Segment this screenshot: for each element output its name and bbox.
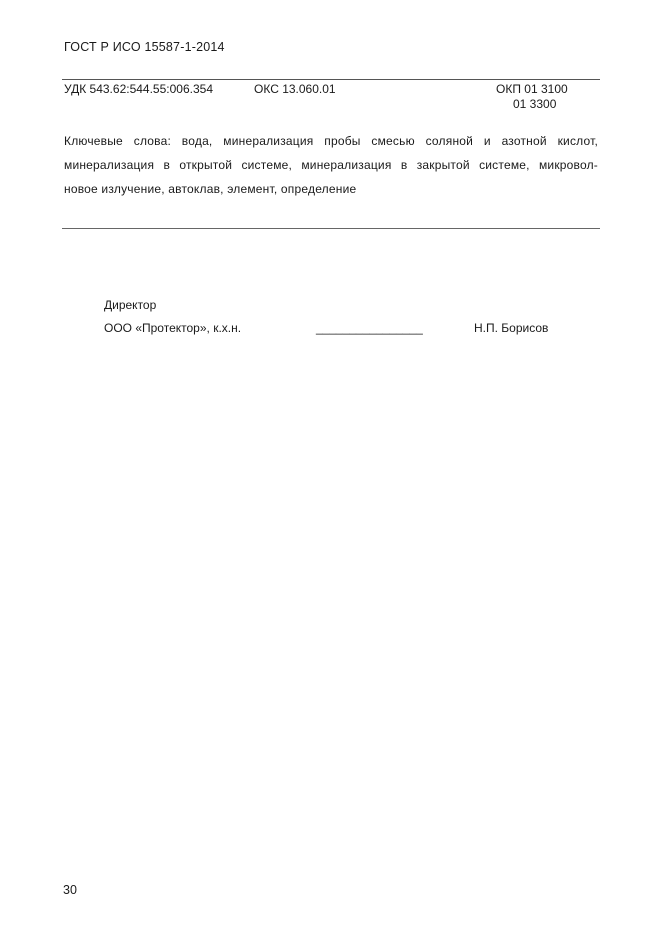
keywords-line: минерализация в открытой системе, минерализация в закрытой системе, микровол- (64, 158, 598, 172)
signatory-organization: ООО «Протектор», к.х.н. (104, 321, 242, 335)
page-number: 30 (63, 883, 77, 897)
bottom-divider (62, 228, 600, 229)
okp-code-line1: ОКП 01 3100 (496, 82, 568, 96)
signature-line: ________________ (316, 321, 423, 335)
oks-code: ОКС 13.060.01 (254, 82, 336, 96)
keywords-line: новое излучение, автоклав, элемент, определение (64, 182, 357, 196)
top-divider (62, 79, 600, 80)
signatory-name: Н.П. Борисов (474, 321, 549, 335)
udk-code: УДК 543.62:544.55:006.354 (64, 82, 213, 96)
okp-code-line2: 01 3300 (513, 97, 557, 111)
signatory-role: Директор (104, 298, 157, 312)
keywords-line: Ключевые слова: вода, минерализация пробы смесью соляной и азотной кислот, (64, 134, 598, 148)
document-header: ГОСТ Р ИСО 15587-1-2014 (64, 40, 225, 54)
